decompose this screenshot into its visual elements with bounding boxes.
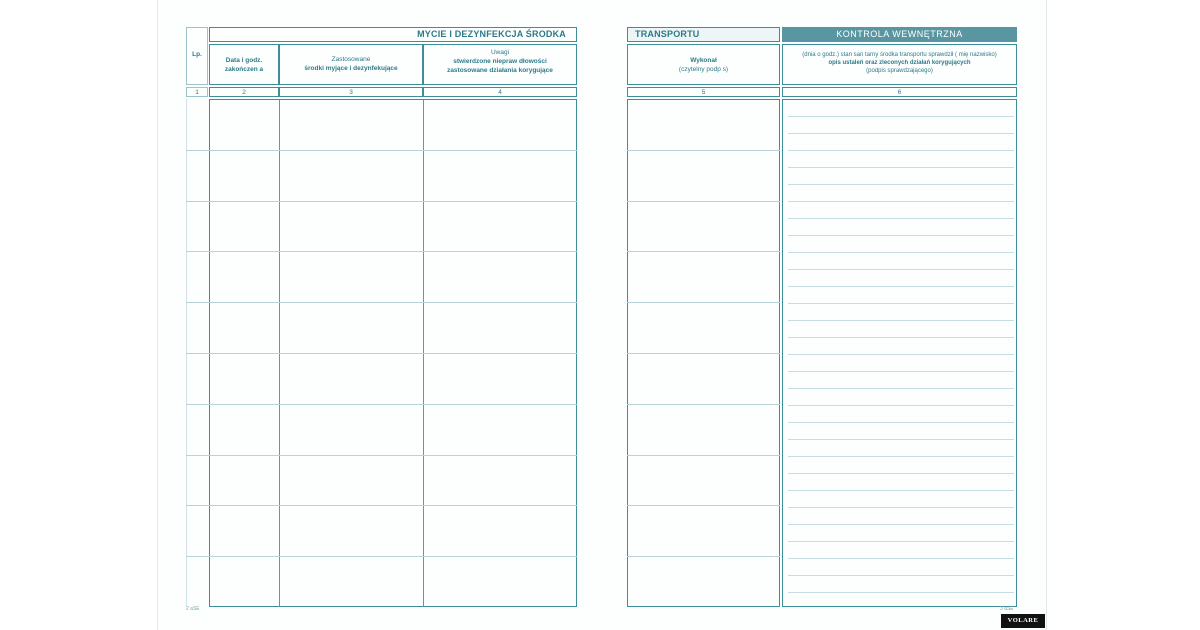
left-row-separator: [186, 150, 577, 151]
transport-row-separator: [627, 505, 780, 506]
control-title: KONTROLA WEWNĘTRZNA: [836, 29, 963, 39]
brand-logo-text: VOLARE: [1007, 617, 1039, 624]
control-notes-column[interactable]: [782, 99, 1017, 607]
left-row-separator: [186, 353, 577, 354]
col6-number: 6: [897, 89, 902, 96]
note-ruled-line: [788, 575, 1014, 576]
col4-number: 4: [498, 89, 502, 96]
note-ruled-line: [788, 337, 1014, 338]
lp-header-box: [186, 27, 208, 85]
left-row-separator: [186, 556, 577, 557]
col6-header-line1: (dnia o godz.) stan san tarny środka transportu sprawdził ( mię nazwisko): [802, 52, 997, 58]
note-ruled-line: [788, 524, 1014, 525]
transport-row-separator: [627, 353, 780, 354]
note-ruled-line: [788, 133, 1014, 134]
note-ruled-line: [788, 235, 1014, 236]
note-ruled-line: [788, 388, 1014, 389]
note-ruled-line: [788, 405, 1014, 406]
transport-title: TRANSPORTU: [635, 29, 700, 39]
col2-number-cell: [209, 87, 279, 97]
note-ruled-line: [788, 354, 1014, 355]
note-ruled-line: [788, 252, 1014, 253]
transport-row-separator: [627, 150, 780, 151]
transport-title-bar: [627, 27, 780, 42]
note-ruled-line: [788, 439, 1014, 440]
col3-header-line1: Zastosowane: [331, 56, 371, 63]
control-title-bar: [782, 27, 1017, 42]
left-row-separator: [186, 404, 577, 405]
col2-header-line2: zakończen a: [224, 66, 264, 73]
left-row-separator: [186, 201, 577, 202]
left-row-separator: [186, 455, 577, 456]
note-ruled-line: [788, 490, 1014, 491]
form-sheet: [157, 0, 1047, 630]
left-row-separator: [186, 251, 577, 252]
col5-header-line2: (czytelny podp s): [678, 66, 729, 73]
note-ruled-line: [788, 150, 1014, 151]
col4-header-box: [423, 44, 577, 85]
transport-row-separator: [627, 302, 780, 303]
left-row-separator: [186, 505, 577, 506]
col6-header-line2: opis ustaleń oraz zleconych działań korygujących: [828, 60, 971, 66]
col5-header-box: [627, 44, 780, 85]
lp-header-label: Lp.: [192, 51, 202, 58]
note-ruled-line: [788, 592, 1014, 593]
col2-header-line1: Data i godz.: [225, 57, 263, 64]
note-ruled-line: [788, 473, 1014, 474]
col4-header-line3: zastosowane działania korygujące: [447, 67, 553, 74]
note-ruled-line: [788, 269, 1014, 270]
col3-header-line2: środki myjące i dezynfekujące: [304, 65, 398, 72]
note-ruled-line: [788, 507, 1014, 508]
left-page-footer: 2 aSE: [186, 606, 200, 612]
transport-row-separator: [627, 455, 780, 456]
col3-number-cell: [279, 87, 423, 97]
note-ruled-line: [788, 218, 1014, 219]
transport-row-separator: [627, 251, 780, 252]
note-ruled-line: [788, 320, 1014, 321]
note-ruled-line: [788, 116, 1014, 117]
note-ruled-line: [788, 201, 1014, 202]
transport-row-separator: [627, 556, 780, 557]
note-ruled-line: [788, 558, 1014, 559]
col6-header-box: [782, 44, 1017, 85]
col4-header-line2: stwierdzone niepraw dłowości: [453, 58, 547, 65]
col2-header-box: [209, 44, 279, 85]
col2-number: 2: [242, 89, 246, 96]
lp-number-cell: [186, 87, 208, 97]
transport-row-separator: [627, 404, 780, 405]
note-ruled-line: [788, 286, 1014, 287]
note-ruled-line: [788, 422, 1014, 423]
col4-header-line1: Uwagi: [490, 49, 510, 56]
washing-section-title-bar: [209, 27, 577, 42]
col5-number-cell: [627, 87, 780, 97]
col6-header-line3: (podpis sprawdzającego): [866, 68, 933, 74]
left-row-separator: [186, 302, 577, 303]
col1-number: 1: [195, 89, 199, 96]
col3-number: 3: [349, 89, 353, 96]
col5-number: 5: [701, 89, 706, 96]
col3-header-box: [279, 44, 423, 85]
col5-header-line1: Wykonał: [690, 57, 717, 64]
transport-row-separator: [627, 201, 780, 202]
col4-number-cell: [423, 87, 577, 97]
col6-number-cell: [782, 87, 1017, 97]
right-page-footer: 3 aSE: [1000, 606, 1014, 612]
note-ruled-line: [788, 167, 1014, 168]
note-ruled-line: [788, 184, 1014, 185]
brand-logo: [1001, 614, 1045, 628]
note-ruled-line: [788, 303, 1014, 304]
note-ruled-line: [788, 371, 1014, 372]
note-ruled-line: [788, 456, 1014, 457]
note-ruled-line: [788, 541, 1014, 542]
washing-section-title: MYCIE I DEZYNFEKCJA ŚRODKA: [417, 29, 566, 39]
